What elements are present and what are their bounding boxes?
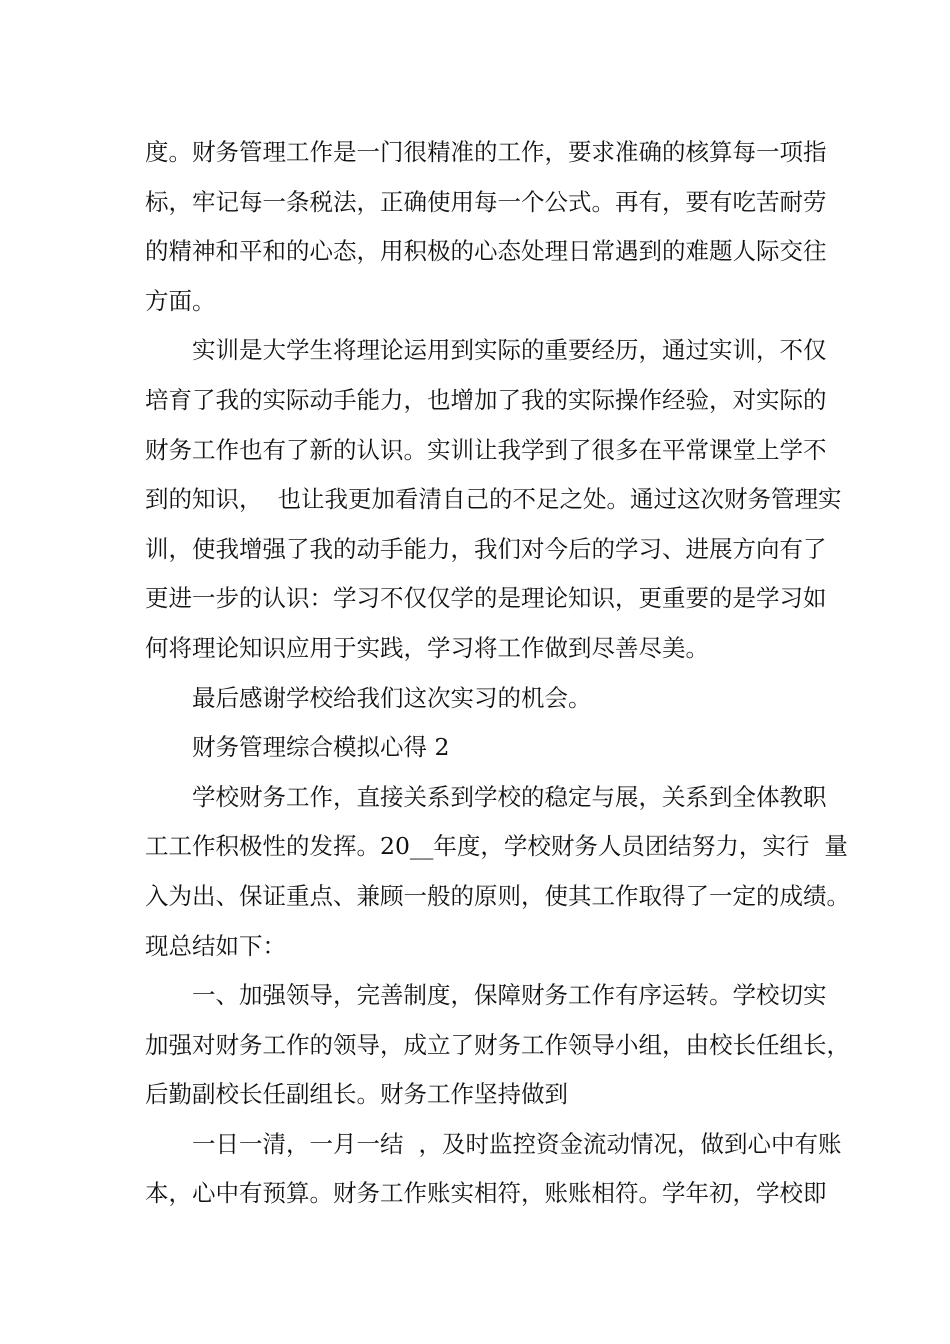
text-line: 本，心中有预算。财务工作账实相符，账账相符。学年初，学校即	[145, 1179, 827, 1208]
text-line: 财务工作也有了新的认识。实训让我学到了很多在平常课堂上学不	[145, 435, 827, 464]
text-line: 现总结如下：	[145, 931, 286, 960]
text-line: 后勤副校长任副组长。财务工作坚持做到	[145, 1080, 568, 1109]
paragraph-start-line: 学校财务工作，直接关系到学校的稳定与展，关系到全体教职	[192, 782, 827, 811]
document-body	[145, 128, 850, 1219]
text-line: 训，使我增强了我的动手能力，我们对今后的学习、进展方向有了	[145, 534, 827, 563]
text-line: 何将理论知识应用于实践，学习将工作做到尽善尽美。	[145, 633, 709, 662]
text-line: 加强对财务工作的领导，成立了财务工作领导小组，由校长任组长，	[145, 1030, 850, 1059]
paragraph-start-line: 一、加强领导，完善制度，保障财务工作有序运转。学校切实	[192, 981, 827, 1010]
section-heading: 财务管理综合模拟心得 2	[192, 733, 450, 762]
text-line: 方面。	[145, 286, 216, 315]
text-line: 工工作积极性的发挥。20__年度，学校财务人员团结努力，实行 量	[145, 832, 848, 861]
text-line: 度。财务管理工作是一门很精准的工作，要求准确的核算每一项指	[145, 138, 827, 166]
text-line: 的精神和平和的心态，用积极的心态处理日常遇到的难题人际交往	[145, 237, 827, 266]
paragraph-start-line: 一日一清，一月一结 ，及时监控资金流动情况，做到心中有账	[192, 1129, 842, 1158]
text-line: 更进一步的认识：学习不仅仅学的是理论知识，更重要的是学习如	[145, 584, 827, 613]
text-line: 到的知识， 也让我更加看清自己的不足之处。通过这次财务管理实	[145, 485, 842, 514]
text-line: 培育了我的实际动手能力，也增加了我的实际操作经验，对实际的	[145, 385, 827, 414]
paragraph-start-line: 最后感谢学校给我们这次实习的机会。	[192, 683, 592, 712]
text-line: 标，牢记每一条税法，正确使用每一个公式。再有，要有吃苦耐劳	[145, 187, 827, 216]
paragraph-start-line: 实训是大学生将理论运用到实际的重要经历，通过实训，不仅	[192, 336, 827, 365]
text-line: 入为出、保证重点、兼顾一般的原则，使其工作取得了一定的成绩。	[145, 881, 850, 910]
